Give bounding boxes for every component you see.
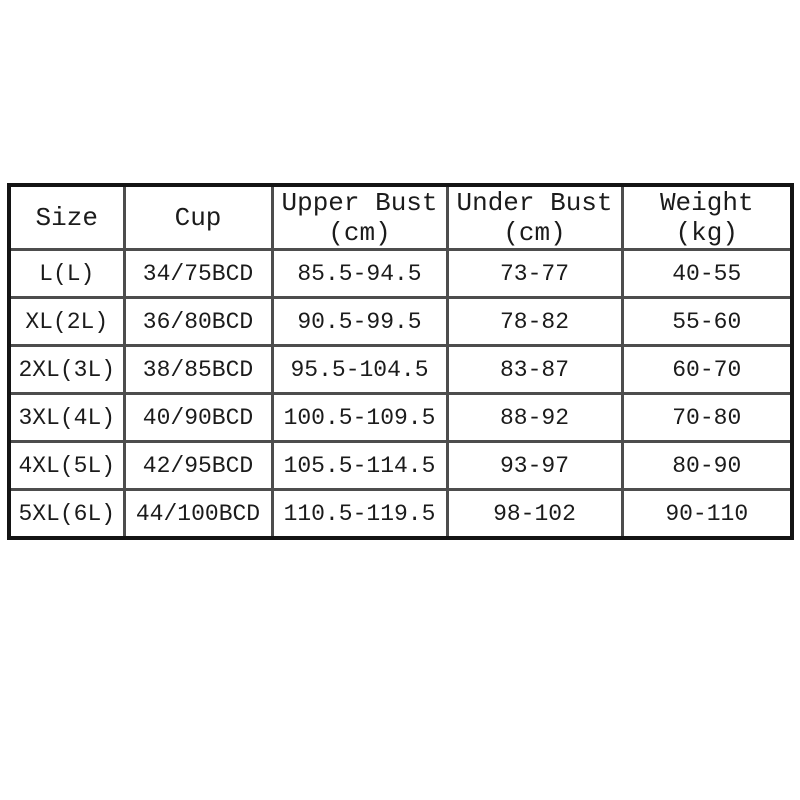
cell-cup: 40/90BCD — [124, 394, 272, 442]
cell-upper-bust: 110.5-119.5 — [272, 490, 447, 539]
cell-size: 4XL(5L) — [9, 442, 124, 490]
cell-weight: 70-80 — [622, 394, 792, 442]
cell-weight: 40-55 — [622, 250, 792, 298]
cell-upper-bust: 95.5-104.5 — [272, 346, 447, 394]
cell-size: XL(2L) — [9, 298, 124, 346]
cell-under-bust: 78-82 — [447, 298, 622, 346]
column-header-cup-label: Cup — [174, 202, 222, 233]
table-row — [9, 250, 792, 298]
cell-weight: 55-60 — [622, 298, 792, 346]
column-header-upper-bust-label: Upper Bust — [281, 187, 438, 218]
cell-under-bust: 73-77 — [447, 250, 622, 298]
table-header-row — [9, 185, 792, 250]
column-header-under-bust-unit: (cm) — [503, 217, 566, 248]
cell-under-bust: 83-87 — [447, 346, 622, 394]
column-header-weight-unit: (kg) — [675, 217, 738, 248]
cell-weight: 80-90 — [622, 442, 792, 490]
column-header-weight — [622, 185, 792, 250]
column-header-cup — [124, 185, 272, 250]
column-header-size-label: Size — [35, 202, 98, 233]
table-row — [9, 442, 792, 490]
cell-weight: 90-110 — [622, 490, 792, 539]
cell-cup: 44/100BCD — [124, 490, 272, 539]
cell-size: 3XL(4L) — [9, 394, 124, 442]
cell-upper-bust: 105.5-114.5 — [272, 442, 447, 490]
column-header-upper-bust-unit: (cm) — [328, 217, 391, 248]
table-row — [9, 298, 792, 346]
table-row — [9, 490, 792, 539]
cell-weight: 60-70 — [622, 346, 792, 394]
column-header-weight-label: Weight — [659, 187, 754, 218]
cell-under-bust: 88-92 — [447, 394, 622, 442]
column-header-size — [9, 185, 124, 250]
column-header-under-bust — [447, 185, 622, 250]
table-row — [9, 346, 792, 394]
cell-cup: 36/80BCD — [124, 298, 272, 346]
cell-cup: 38/85BCD — [124, 346, 272, 394]
cell-under-bust: 93-97 — [447, 442, 622, 490]
cell-upper-bust: 90.5-99.5 — [272, 298, 447, 346]
cell-cup: 34/75BCD — [124, 250, 272, 298]
cell-size: 2XL(3L) — [9, 346, 124, 394]
cell-cup: 42/95BCD — [124, 442, 272, 490]
cell-upper-bust: 100.5-109.5 — [272, 394, 447, 442]
cell-size: 5XL(6L) — [9, 490, 124, 539]
cell-under-bust: 98-102 — [447, 490, 622, 539]
table-row — [9, 394, 792, 442]
cell-upper-bust: 85.5-94.5 — [272, 250, 447, 298]
column-header-upper-bust — [272, 185, 447, 250]
size-chart-table — [7, 183, 794, 540]
column-header-under-bust-label: Under Bust — [456, 187, 613, 218]
cell-size: L(L) — [9, 250, 124, 298]
